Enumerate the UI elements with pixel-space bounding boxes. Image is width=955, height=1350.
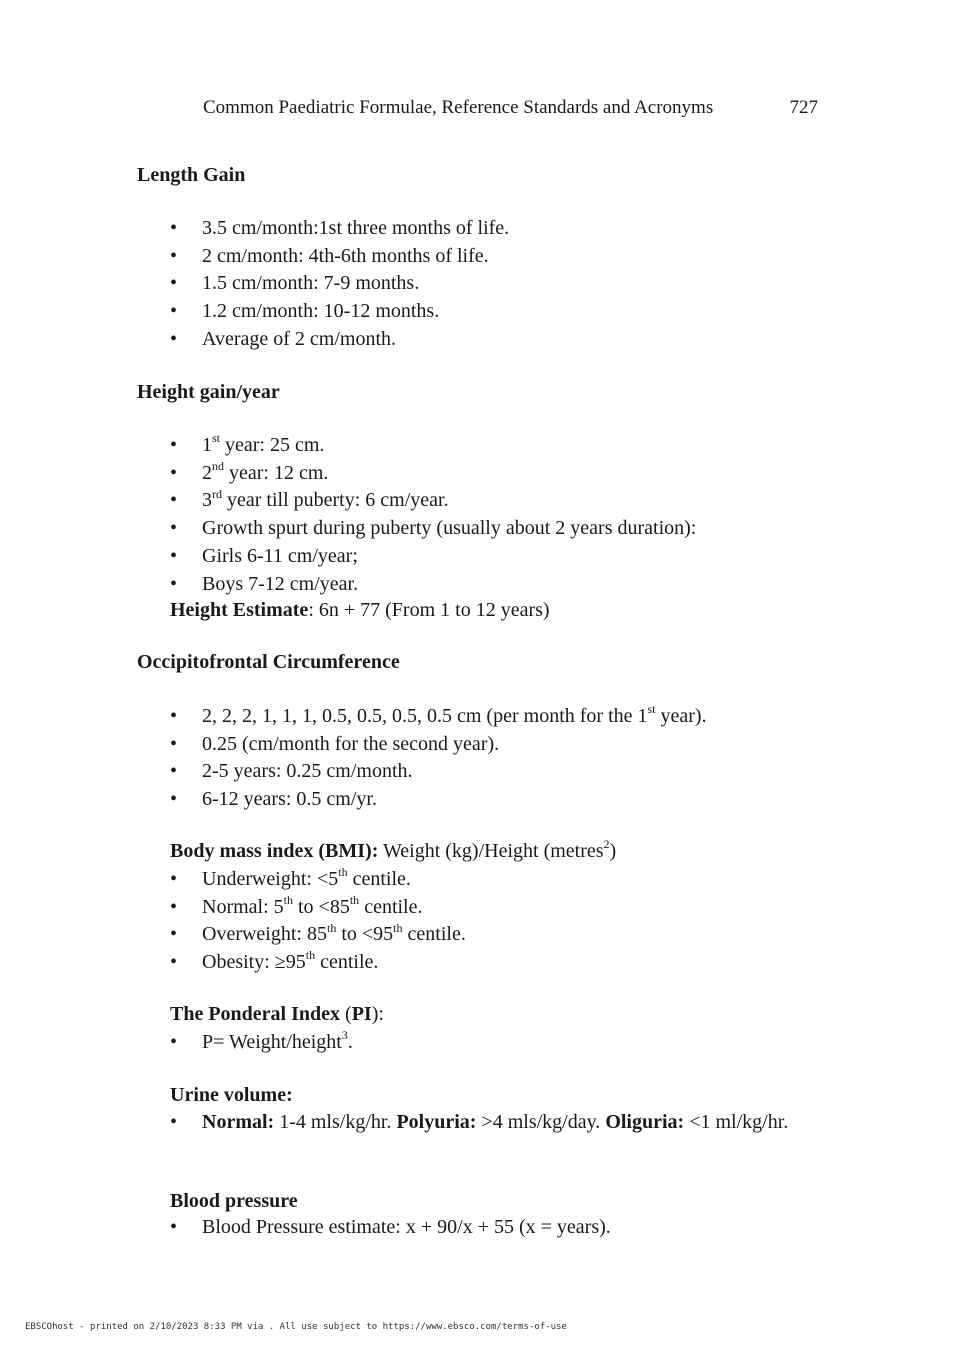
ponderal-list xyxy=(170,1029,820,1057)
running-header xyxy=(203,96,818,120)
list-item: • Underweight: <5th centile. xyxy=(170,866,820,894)
list-item: • 2-5 years: 0.25 cm/month. xyxy=(170,758,820,786)
bmi-definition: Body mass index (BMI): Weight (kg)/Height (metres$^2$) xyxy=(170,837,617,862)
footer-notice: EBSCOhost - printed on 2/10/2023 8:33 PM via . All use subject to https://www.ebsco.com/terms-of-use xyxy=(25,1322,567,1332)
list-item: • 1.5 cm/month: 7-9 months. xyxy=(170,270,820,298)
list-item: • P= Weight/height$^3$. xyxy=(170,1029,820,1057)
section-heading-length-gain: Length Gain xyxy=(137,164,246,186)
list-item: • 2, 2, 2, 1, 1, 1, 0.5, 0.5, 0.5, 0.5 cm (per month for the 1st year). xyxy=(170,703,820,731)
height-gain-list xyxy=(170,432,820,598)
list-item: • Average of 2 cm/month. xyxy=(170,326,820,354)
running-title: Common Paediatric Formulae, Reference Standards and Acronyms xyxy=(203,97,714,118)
list-item: • Obesity: ≥95th centile. xyxy=(170,949,820,977)
list-item: • Growth spurt during puberty (usually about 2 years duration): xyxy=(170,515,820,543)
list-item: • Overweight: 85th to <95th centile. xyxy=(170,921,820,949)
list-item: • 2 cm/month: 4th-6th months of life. xyxy=(170,243,820,271)
list-item: • Normal: 1-4 mls/kg/hr. Polyuria: >4 mls/kg/day. Oliguria: <1 ml/kg/hr. xyxy=(170,1109,818,1137)
bmi-list xyxy=(170,866,820,977)
list-item: • 6-12 years: 0.5 cm/yr. xyxy=(170,786,820,814)
list-item: • Girls 6-11 cm/year; xyxy=(170,543,820,571)
section-heading-urine-volume: Urine volume: xyxy=(170,1084,293,1106)
list-item: • Normal: 5th to <85th centile. xyxy=(170,894,820,922)
page-number: 727 xyxy=(789,97,818,118)
list-item: • Boys 7-12 cm/year. xyxy=(170,571,820,599)
list-item: • 3rd year till puberty: 6 cm/year. xyxy=(170,487,820,515)
list-item: • 0.25 (cm/month for the second year). xyxy=(170,731,820,759)
list-item: • 1.2 cm/month: 10-12 months. xyxy=(170,298,820,326)
urine-list xyxy=(170,1109,818,1137)
length-gain-list xyxy=(170,215,820,354)
list-item: • Blood Pressure estimate: x + 90/x + 55 (x = years). xyxy=(170,1214,820,1242)
height-estimate: Height Estimate: 6n + 77 (From 1 to 12 years) xyxy=(170,599,550,621)
section-heading-height-gain: Height gain/year xyxy=(137,381,280,403)
section-heading-blood-pressure: Blood pressure xyxy=(170,1190,298,1212)
list-item: • 3.5 cm/month:1st three months of life. xyxy=(170,215,820,243)
ponderal-index-heading: The Ponderal Index (PI): xyxy=(170,1003,384,1025)
ofc-list xyxy=(170,703,820,814)
section-heading-ofc: Occipitofrontal Circumference xyxy=(137,651,400,673)
bp-list xyxy=(170,1214,820,1242)
list-item: • 2nd year: 12 cm. xyxy=(170,460,820,488)
list-item: • 1st year: 25 cm. xyxy=(170,432,820,460)
